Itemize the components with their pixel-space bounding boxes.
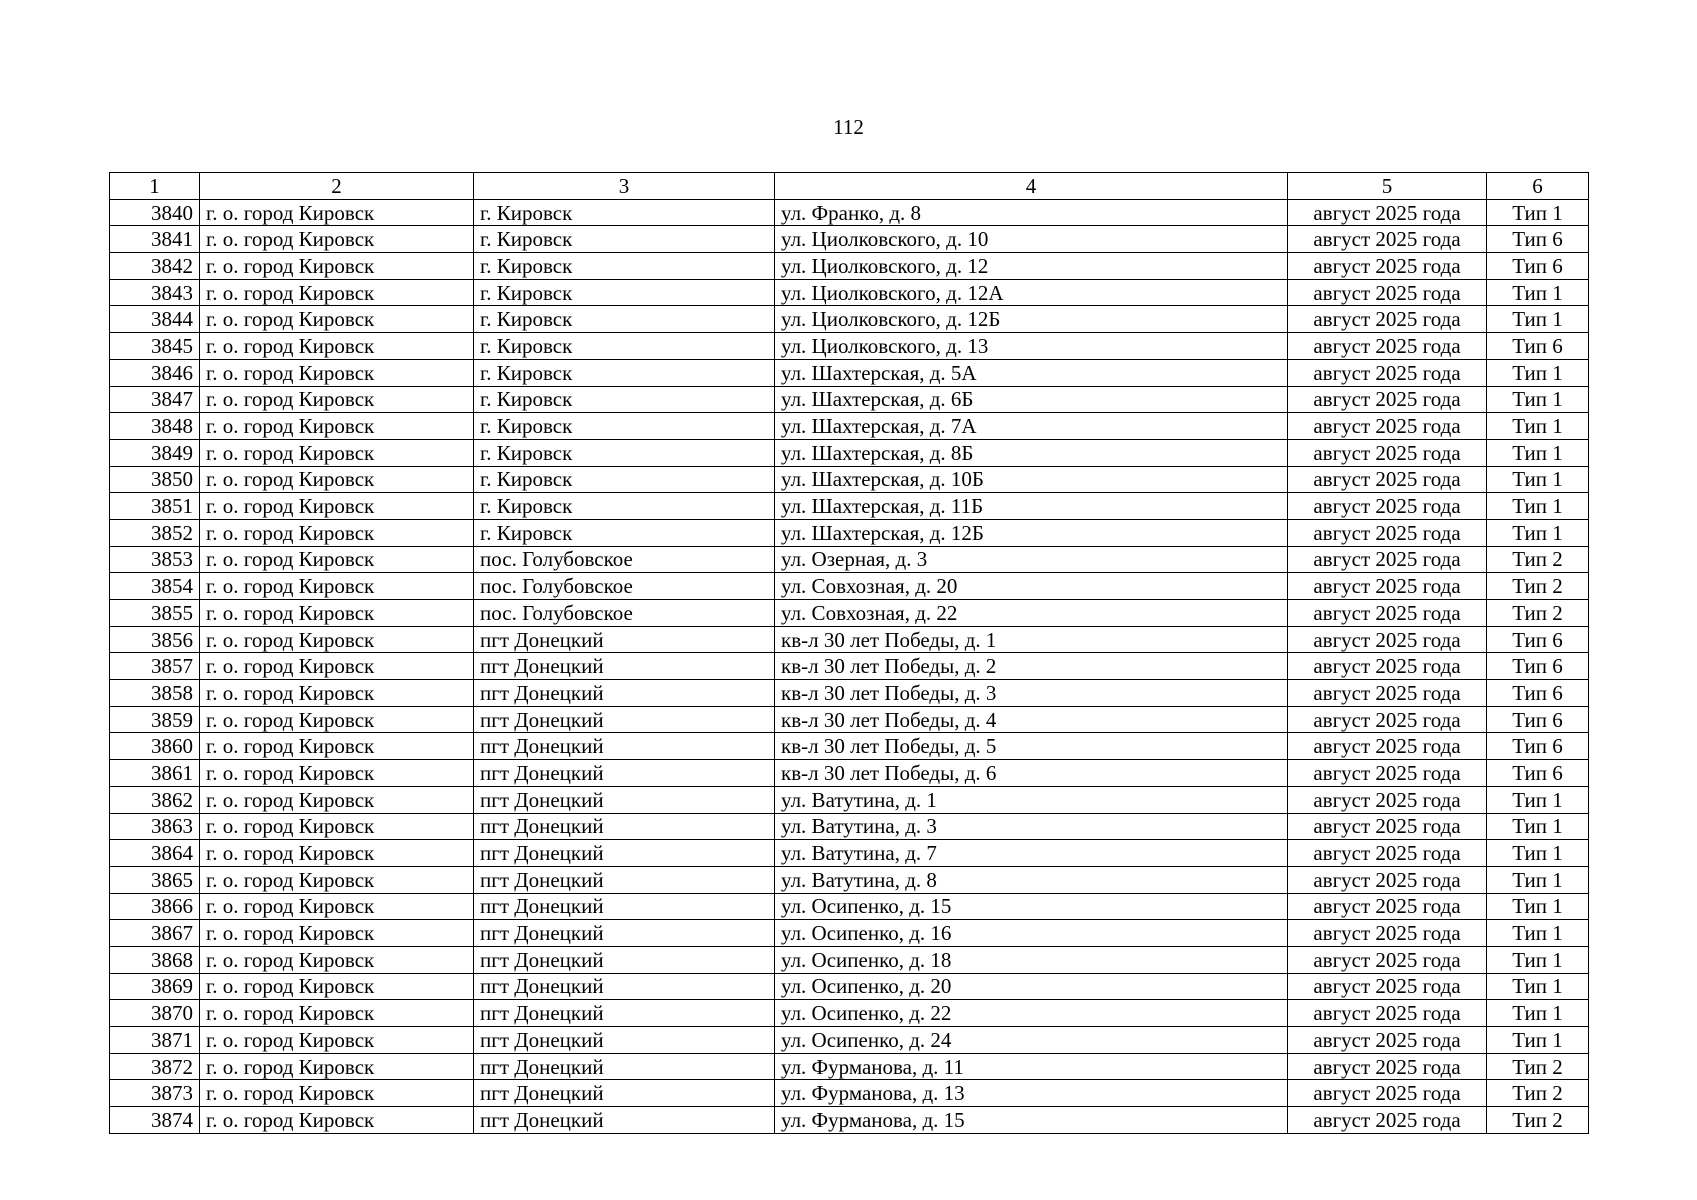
date-cell: август 2025 года [1288, 359, 1487, 386]
address-cell: ул. Шахтерская, д. 11Б [775, 493, 1288, 520]
date-cell: август 2025 года [1288, 226, 1487, 253]
row-number-cell: 3865 [110, 866, 200, 893]
municipality-cell: г. о. город Кировск [200, 973, 474, 1000]
address-cell: ул. Шахтерская, д. 10Б [775, 466, 1288, 493]
type-cell: Тип 1 [1487, 840, 1589, 867]
table-header [110, 173, 1589, 200]
table-row [110, 866, 1589, 893]
type-cell: Тип 2 [1487, 1107, 1589, 1134]
row-number-cell: 3846 [110, 359, 200, 386]
address-cell: ул. Фурманова, д. 13 [775, 1080, 1288, 1107]
date-cell: август 2025 года [1288, 786, 1487, 813]
municipality-cell: г. о. город Кировск [200, 413, 474, 440]
date-cell: август 2025 года [1288, 706, 1487, 733]
row-number-cell: 3851 [110, 493, 200, 520]
address-cell: ул. Шахтерская, д. 8Б [775, 439, 1288, 466]
address-cell: ул. Шахтерская, д. 6Б [775, 386, 1288, 413]
type-cell: Тип 1 [1487, 413, 1589, 440]
settlement-cell: г. Кировск [474, 253, 775, 280]
address-cell: ул. Осипенко, д. 16 [775, 920, 1288, 947]
address-cell: ул. Циолковского, д. 12А [775, 279, 1288, 306]
table-row [110, 359, 1589, 386]
column-header-6: 6 [1487, 173, 1589, 200]
address-cell: ул. Осипенко, д. 22 [775, 1000, 1288, 1027]
row-number-cell: 3871 [110, 1027, 200, 1054]
date-cell: август 2025 года [1288, 840, 1487, 867]
municipality-cell: г. о. город Кировск [200, 680, 474, 707]
address-cell: ул. Фурманова, д. 15 [775, 1107, 1288, 1134]
row-number-cell: 3848 [110, 413, 200, 440]
settlement-cell: пгт Донецкий [474, 840, 775, 867]
date-cell: август 2025 года [1288, 253, 1487, 280]
table-row [110, 333, 1589, 360]
municipality-cell: г. о. город Кировск [200, 760, 474, 787]
type-cell: Тип 6 [1487, 253, 1589, 280]
row-number-cell: 3870 [110, 1000, 200, 1027]
row-number-cell: 3873 [110, 1080, 200, 1107]
table-body [110, 199, 1589, 1133]
date-cell: август 2025 года [1288, 626, 1487, 653]
column-header-5: 5 [1288, 173, 1487, 200]
date-cell: август 2025 года [1288, 733, 1487, 760]
table-row [110, 546, 1589, 573]
date-cell: август 2025 года [1288, 413, 1487, 440]
type-cell: Тип 2 [1487, 600, 1589, 627]
date-cell: август 2025 года [1288, 306, 1487, 333]
table-row [110, 413, 1589, 440]
row-number-cell: 3864 [110, 840, 200, 867]
settlement-cell: пгт Донецкий [474, 1053, 775, 1080]
type-cell: Тип 1 [1487, 279, 1589, 306]
table-row [110, 466, 1589, 493]
municipality-cell: г. о. город Кировск [200, 573, 474, 600]
date-cell: август 2025 года [1288, 813, 1487, 840]
municipality-cell: г. о. город Кировск [200, 466, 474, 493]
settlement-cell: пгт Донецкий [474, 1107, 775, 1134]
type-cell: Тип 1 [1487, 893, 1589, 920]
type-cell: Тип 6 [1487, 733, 1589, 760]
settlement-cell: пгт Донецкий [474, 1027, 775, 1054]
table-row [110, 226, 1589, 253]
row-number-cell: 3854 [110, 573, 200, 600]
table-row [110, 653, 1589, 680]
settlement-cell: г. Кировск [474, 333, 775, 360]
settlement-cell: пгт Донецкий [474, 1000, 775, 1027]
table-row [110, 253, 1589, 280]
row-number-cell: 3853 [110, 546, 200, 573]
row-number-cell: 3874 [110, 1107, 200, 1134]
type-cell: Тип 2 [1487, 1080, 1589, 1107]
address-cell: кв-л 30 лет Победы, д. 6 [775, 760, 1288, 787]
row-number-cell: 3844 [110, 306, 200, 333]
address-cell: ул. Циолковского, д. 10 [775, 226, 1288, 253]
type-cell: Тип 1 [1487, 920, 1589, 947]
type-cell: Тип 1 [1487, 1000, 1589, 1027]
date-cell: август 2025 года [1288, 466, 1487, 493]
table-row [110, 519, 1589, 546]
address-cell: ул. Осипенко, д. 20 [775, 973, 1288, 1000]
address-cell: ул. Осипенко, д. 24 [775, 1027, 1288, 1054]
row-number-cell: 3852 [110, 519, 200, 546]
address-cell: кв-л 30 лет Победы, д. 4 [775, 706, 1288, 733]
municipality-cell: г. о. город Кировск [200, 306, 474, 333]
address-cell: кв-л 30 лет Победы, д. 3 [775, 680, 1288, 707]
type-cell: Тип 6 [1487, 226, 1589, 253]
table-row [110, 946, 1589, 973]
address-cell: ул. Франко, д. 8 [775, 199, 1288, 226]
municipality-cell: г. о. город Кировск [200, 946, 474, 973]
municipality-cell: г. о. город Кировск [200, 866, 474, 893]
table-row [110, 626, 1589, 653]
type-cell: Тип 1 [1487, 786, 1589, 813]
column-header-1: 1 [110, 173, 200, 200]
municipality-cell: г. о. город Кировск [200, 1053, 474, 1080]
type-cell: Тип 1 [1487, 866, 1589, 893]
page-number: 112 [833, 115, 864, 139]
settlement-cell: пгт Донецкий [474, 653, 775, 680]
housing-register-table [109, 172, 1589, 1134]
type-cell: Тип 1 [1487, 973, 1589, 1000]
date-cell: август 2025 года [1288, 333, 1487, 360]
table-row [110, 279, 1589, 306]
column-header-4: 4 [775, 173, 1288, 200]
table-row [110, 760, 1589, 787]
settlement-cell: пгт Донецкий [474, 680, 775, 707]
table-row [110, 439, 1589, 466]
date-cell: август 2025 года [1288, 546, 1487, 573]
row-number-cell: 3855 [110, 600, 200, 627]
settlement-cell: г. Кировск [474, 199, 775, 226]
type-cell: Тип 6 [1487, 680, 1589, 707]
municipality-cell: г. о. город Кировск [200, 359, 474, 386]
address-cell: ул. Шахтерская, д. 12Б [775, 519, 1288, 546]
row-number-cell: 3868 [110, 946, 200, 973]
address-cell: ул. Совхозная, д. 20 [775, 573, 1288, 600]
type-cell: Тип 6 [1487, 706, 1589, 733]
settlement-cell: г. Кировск [474, 439, 775, 466]
date-cell: август 2025 года [1288, 1053, 1487, 1080]
table-row [110, 493, 1589, 520]
settlement-cell: пгт Донецкий [474, 733, 775, 760]
date-cell: август 2025 года [1288, 680, 1487, 707]
address-cell: ул. Ватутина, д. 8 [775, 866, 1288, 893]
table-row [110, 306, 1589, 333]
date-cell: август 2025 года [1288, 760, 1487, 787]
address-cell: ул. Совхозная, д. 22 [775, 600, 1288, 627]
table-row [110, 1027, 1589, 1054]
row-number-cell: 3849 [110, 439, 200, 466]
table-row [110, 786, 1589, 813]
settlement-cell: пгт Донецкий [474, 760, 775, 787]
settlement-cell: г. Кировск [474, 466, 775, 493]
type-cell: Тип 2 [1487, 1053, 1589, 1080]
municipality-cell: г. о. город Кировск [200, 439, 474, 466]
date-cell: август 2025 года [1288, 866, 1487, 893]
municipality-cell: г. о. город Кировск [200, 279, 474, 306]
table-row [110, 1053, 1589, 1080]
municipality-cell: г. о. город Кировск [200, 840, 474, 867]
date-cell: август 2025 года [1288, 493, 1487, 520]
address-cell: ул. Озерная, д. 3 [775, 546, 1288, 573]
settlement-cell: пгт Донецкий [474, 946, 775, 973]
table-row [110, 386, 1589, 413]
address-cell: ул. Ватутина, д. 3 [775, 813, 1288, 840]
settlement-cell: пгт Донецкий [474, 973, 775, 1000]
type-cell: Тип 1 [1487, 519, 1589, 546]
table-row [110, 813, 1589, 840]
municipality-cell: г. о. город Кировск [200, 733, 474, 760]
type-cell: Тип 1 [1487, 946, 1589, 973]
date-cell: август 2025 года [1288, 946, 1487, 973]
table-row [110, 600, 1589, 627]
municipality-cell: г. о. город Кировск [200, 226, 474, 253]
settlement-cell: пос. Голубовское [474, 546, 775, 573]
municipality-cell: г. о. город Кировск [200, 600, 474, 627]
row-number-cell: 3863 [110, 813, 200, 840]
row-number-cell: 3869 [110, 973, 200, 1000]
table-row [110, 920, 1589, 947]
date-cell: август 2025 года [1288, 893, 1487, 920]
address-cell: кв-л 30 лет Победы, д. 1 [775, 626, 1288, 653]
address-cell: ул. Циолковского, д. 13 [775, 333, 1288, 360]
settlement-cell: пгт Донецкий [474, 813, 775, 840]
settlement-cell: г. Кировск [474, 413, 775, 440]
address-cell: ул. Ватутина, д. 7 [775, 840, 1288, 867]
row-number-cell: 3856 [110, 626, 200, 653]
address-cell: ул. Фурманова, д. 11 [775, 1053, 1288, 1080]
address-cell: ул. Циолковского, д. 12 [775, 253, 1288, 280]
settlement-cell: г. Кировск [474, 359, 775, 386]
type-cell: Тип 2 [1487, 573, 1589, 600]
address-cell: ул. Шахтерская, д. 7А [775, 413, 1288, 440]
date-cell: август 2025 года [1288, 653, 1487, 680]
municipality-cell: г. о. город Кировск [200, 546, 474, 573]
municipality-cell: г. о. город Кировск [200, 493, 474, 520]
settlement-cell: пос. Голубовское [474, 600, 775, 627]
type-cell: Тип 1 [1487, 813, 1589, 840]
settlement-cell: пгт Донецкий [474, 1080, 775, 1107]
settlement-cell: пгт Донецкий [474, 786, 775, 813]
municipality-cell: г. о. город Кировск [200, 893, 474, 920]
date-cell: август 2025 года [1288, 920, 1487, 947]
type-cell: Тип 2 [1487, 546, 1589, 573]
table-row [110, 573, 1589, 600]
settlement-cell: пгт Донецкий [474, 920, 775, 947]
municipality-cell: г. о. город Кировск [200, 920, 474, 947]
type-cell: Тип 1 [1487, 493, 1589, 520]
date-cell: август 2025 года [1288, 1080, 1487, 1107]
settlement-cell: пос. Голубовское [474, 573, 775, 600]
municipality-cell: г. о. город Кировск [200, 386, 474, 413]
settlement-cell: пгт Донецкий [474, 706, 775, 733]
municipality-cell: г. о. город Кировск [200, 253, 474, 280]
address-cell: ул. Циолковского, д. 12Б [775, 306, 1288, 333]
row-number-cell: 3866 [110, 893, 200, 920]
type-cell: Тип 6 [1487, 760, 1589, 787]
date-cell: август 2025 года [1288, 199, 1487, 226]
date-cell: август 2025 года [1288, 279, 1487, 306]
address-cell: ул. Осипенко, д. 15 [775, 893, 1288, 920]
municipality-cell: г. о. город Кировск [200, 706, 474, 733]
type-cell: Тип 6 [1487, 333, 1589, 360]
column-header-3: 3 [474, 173, 775, 200]
table-row [110, 733, 1589, 760]
municipality-cell: г. о. город Кировск [200, 1027, 474, 1054]
municipality-cell: г. о. город Кировск [200, 333, 474, 360]
row-number-cell: 3845 [110, 333, 200, 360]
date-cell: август 2025 года [1288, 1000, 1487, 1027]
address-cell: ул. Шахтерская, д. 5А [775, 359, 1288, 386]
address-cell: кв-л 30 лет Победы, д. 5 [775, 733, 1288, 760]
row-number-cell: 3862 [110, 786, 200, 813]
table-row [110, 199, 1589, 226]
table-row [110, 680, 1589, 707]
table-row [110, 973, 1589, 1000]
row-number-cell: 3843 [110, 279, 200, 306]
municipality-cell: г. о. город Кировск [200, 1000, 474, 1027]
settlement-cell: пгт Донецкий [474, 893, 775, 920]
row-number-cell: 3867 [110, 920, 200, 947]
table-row [110, 1080, 1589, 1107]
municipality-cell: г. о. город Кировск [200, 1080, 474, 1107]
row-number-cell: 3858 [110, 680, 200, 707]
row-number-cell: 3872 [110, 1053, 200, 1080]
row-number-cell: 3841 [110, 226, 200, 253]
row-number-cell: 3850 [110, 466, 200, 493]
settlement-cell: г. Кировск [474, 386, 775, 413]
date-cell: август 2025 года [1288, 973, 1487, 1000]
address-cell: кв-л 30 лет Победы, д. 2 [775, 653, 1288, 680]
settlement-cell: г. Кировск [474, 306, 775, 333]
municipality-cell: г. о. город Кировск [200, 199, 474, 226]
table-row [110, 840, 1589, 867]
date-cell: август 2025 года [1288, 573, 1487, 600]
date-cell: август 2025 года [1288, 386, 1487, 413]
row-number-cell: 3861 [110, 760, 200, 787]
settlement-cell: г. Кировск [474, 279, 775, 306]
date-cell: август 2025 года [1288, 1027, 1487, 1054]
table-row [110, 893, 1589, 920]
municipality-cell: г. о. город Кировск [200, 813, 474, 840]
settlement-cell: г. Кировск [474, 519, 775, 546]
row-number-cell: 3847 [110, 386, 200, 413]
address-cell: ул. Осипенко, д. 18 [775, 946, 1288, 973]
row-number-cell: 3860 [110, 733, 200, 760]
date-cell: август 2025 года [1288, 600, 1487, 627]
type-cell: Тип 1 [1487, 306, 1589, 333]
type-cell: Тип 1 [1487, 439, 1589, 466]
date-cell: август 2025 года [1288, 1107, 1487, 1134]
type-cell: Тип 6 [1487, 626, 1589, 653]
type-cell: Тип 1 [1487, 386, 1589, 413]
table-row [110, 1000, 1589, 1027]
column-header-2: 2 [200, 173, 474, 200]
municipality-cell: г. о. город Кировск [200, 1107, 474, 1134]
address-cell: ул. Ватутина, д. 1 [775, 786, 1288, 813]
municipality-cell: г. о. город Кировск [200, 653, 474, 680]
table-row [110, 1107, 1589, 1134]
table-row [110, 706, 1589, 733]
row-number-cell: 3857 [110, 653, 200, 680]
type-cell: Тип 1 [1487, 1027, 1589, 1054]
type-cell: Тип 1 [1487, 199, 1589, 226]
municipality-cell: г. о. город Кировск [200, 786, 474, 813]
date-cell: август 2025 года [1288, 519, 1487, 546]
date-cell: август 2025 года [1288, 439, 1487, 466]
row-number-cell: 3859 [110, 706, 200, 733]
row-number-cell: 3842 [110, 253, 200, 280]
settlement-cell: г. Кировск [474, 226, 775, 253]
type-cell: Тип 1 [1487, 466, 1589, 493]
header-row [110, 173, 1589, 200]
type-cell: Тип 6 [1487, 653, 1589, 680]
settlement-cell: пгт Донецкий [474, 866, 775, 893]
municipality-cell: г. о. город Кировск [200, 519, 474, 546]
municipality-cell: г. о. город Кировск [200, 626, 474, 653]
settlement-cell: г. Кировск [474, 493, 775, 520]
type-cell: Тип 1 [1487, 359, 1589, 386]
settlement-cell: пгт Донецкий [474, 626, 775, 653]
row-number-cell: 3840 [110, 199, 200, 226]
